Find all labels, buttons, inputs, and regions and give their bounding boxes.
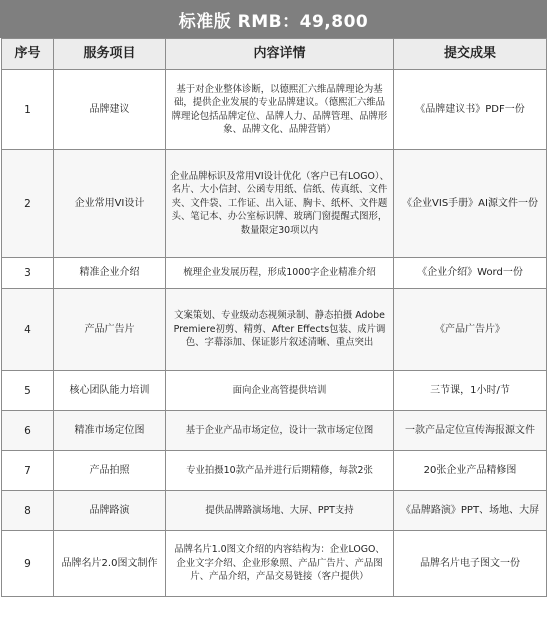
table-header-row — [2, 39, 547, 70]
deliverable: 三节课，1小时/节 — [394, 371, 547, 411]
service-detail: 企业品牌标识及常用VI设计优化（客户已有LOGO）、名片、大小信封、公函专用纸、信纸、传真纸、文件夹、文件袋、工作证、出入证、胸卡、纸杯、文件题头、笔记本、办公室标识牌、玻璃门窗提醒式图形，数量限定30项以内 — [166, 150, 394, 258]
row-number: 5 — [2, 371, 54, 411]
deliverable: 品牌名片电子图文一份 — [394, 531, 547, 597]
service-detail: 专业拍摄10款产品并进行后期精修，每款2张 — [166, 451, 394, 491]
service-detail: 面向企业高管提供培训 — [166, 371, 394, 411]
table-row — [2, 289, 547, 371]
service-name: 精准企业介绍 — [54, 258, 166, 289]
service-name: 企业常用VI设计 — [54, 150, 166, 258]
deliverable: 《产品广告片》 — [394, 289, 547, 371]
deliverable: 一款产品定位宣传海报源文件 — [394, 411, 547, 451]
row-number: 4 — [2, 289, 54, 371]
row-number: 6 — [2, 411, 54, 451]
deliverable: 20张企业产品精修图 — [394, 451, 547, 491]
row-number: 3 — [2, 258, 54, 289]
header-result: 提交成果 — [394, 39, 547, 70]
table-row — [2, 150, 547, 258]
service-detail: 品牌名片1.0图文介绍的内容结构为：企业LOGO、企业文字介绍、企业形象照、产品广告片、产品图片、产品介绍，产品交易链接（客户提供） — [166, 531, 394, 597]
table-row — [2, 411, 547, 451]
service-name: 产品广告片 — [54, 289, 166, 371]
service-detail: 基于对企业整体诊断，以德熙汇六维品牌理论为基础，提供企业发展的专业品牌建议。（德熙汇六维品牌理论包括品牌定位、品牌人力、品牌管理、品牌形象、品牌文化、品牌营销） — [166, 70, 394, 150]
header-service: 服务项目 — [54, 39, 166, 70]
deliverable: 《企业介绍》Word一份 — [394, 258, 547, 289]
deliverable: 《品牌建议书》PDF一份 — [394, 70, 547, 150]
row-number: 1 — [2, 70, 54, 150]
package-title: 标准版 RMB：49,800 — [0, 0, 547, 38]
header-no: 序号 — [2, 39, 54, 70]
service-detail: 基于企业产品市场定位，设计一款市场定位图 — [166, 411, 394, 451]
table-row — [2, 258, 547, 289]
row-number: 2 — [2, 150, 54, 258]
table-row — [2, 70, 547, 150]
service-name: 品牌路演 — [54, 491, 166, 531]
service-detail: 梳理企业发展历程，形成1000字企业精准介绍 — [166, 258, 394, 289]
row-number: 8 — [2, 491, 54, 531]
table-row — [2, 451, 547, 491]
service-detail: 提供品牌路演场地、大屏、PPT支持 — [166, 491, 394, 531]
row-number: 7 — [2, 451, 54, 491]
row-number: 9 — [2, 531, 54, 597]
deliverable: 《品牌路演》PPT、场地、大屏 — [394, 491, 547, 531]
header-detail: 内容详情 — [166, 39, 394, 70]
table-row — [2, 371, 547, 411]
service-detail: 文案策划、专业级动态视频录制、静态拍摄 Adobe Premiere初剪、精剪、After Effects包装、成片调色、字幕添加、保证影片叙述清晰、重点突出 — [166, 289, 394, 371]
service-table — [1, 38, 547, 597]
deliverable: 《企业VIS手册》AI源文件一份 — [394, 150, 547, 258]
service-name: 精准市场定位图 — [54, 411, 166, 451]
table-row — [2, 491, 547, 531]
table-row — [2, 531, 547, 597]
service-name: 产品拍照 — [54, 451, 166, 491]
service-name: 品牌建议 — [54, 70, 166, 150]
service-name: 品牌名片2.0图文制作 — [54, 531, 166, 597]
service-name: 核心团队能力培训 — [54, 371, 166, 411]
